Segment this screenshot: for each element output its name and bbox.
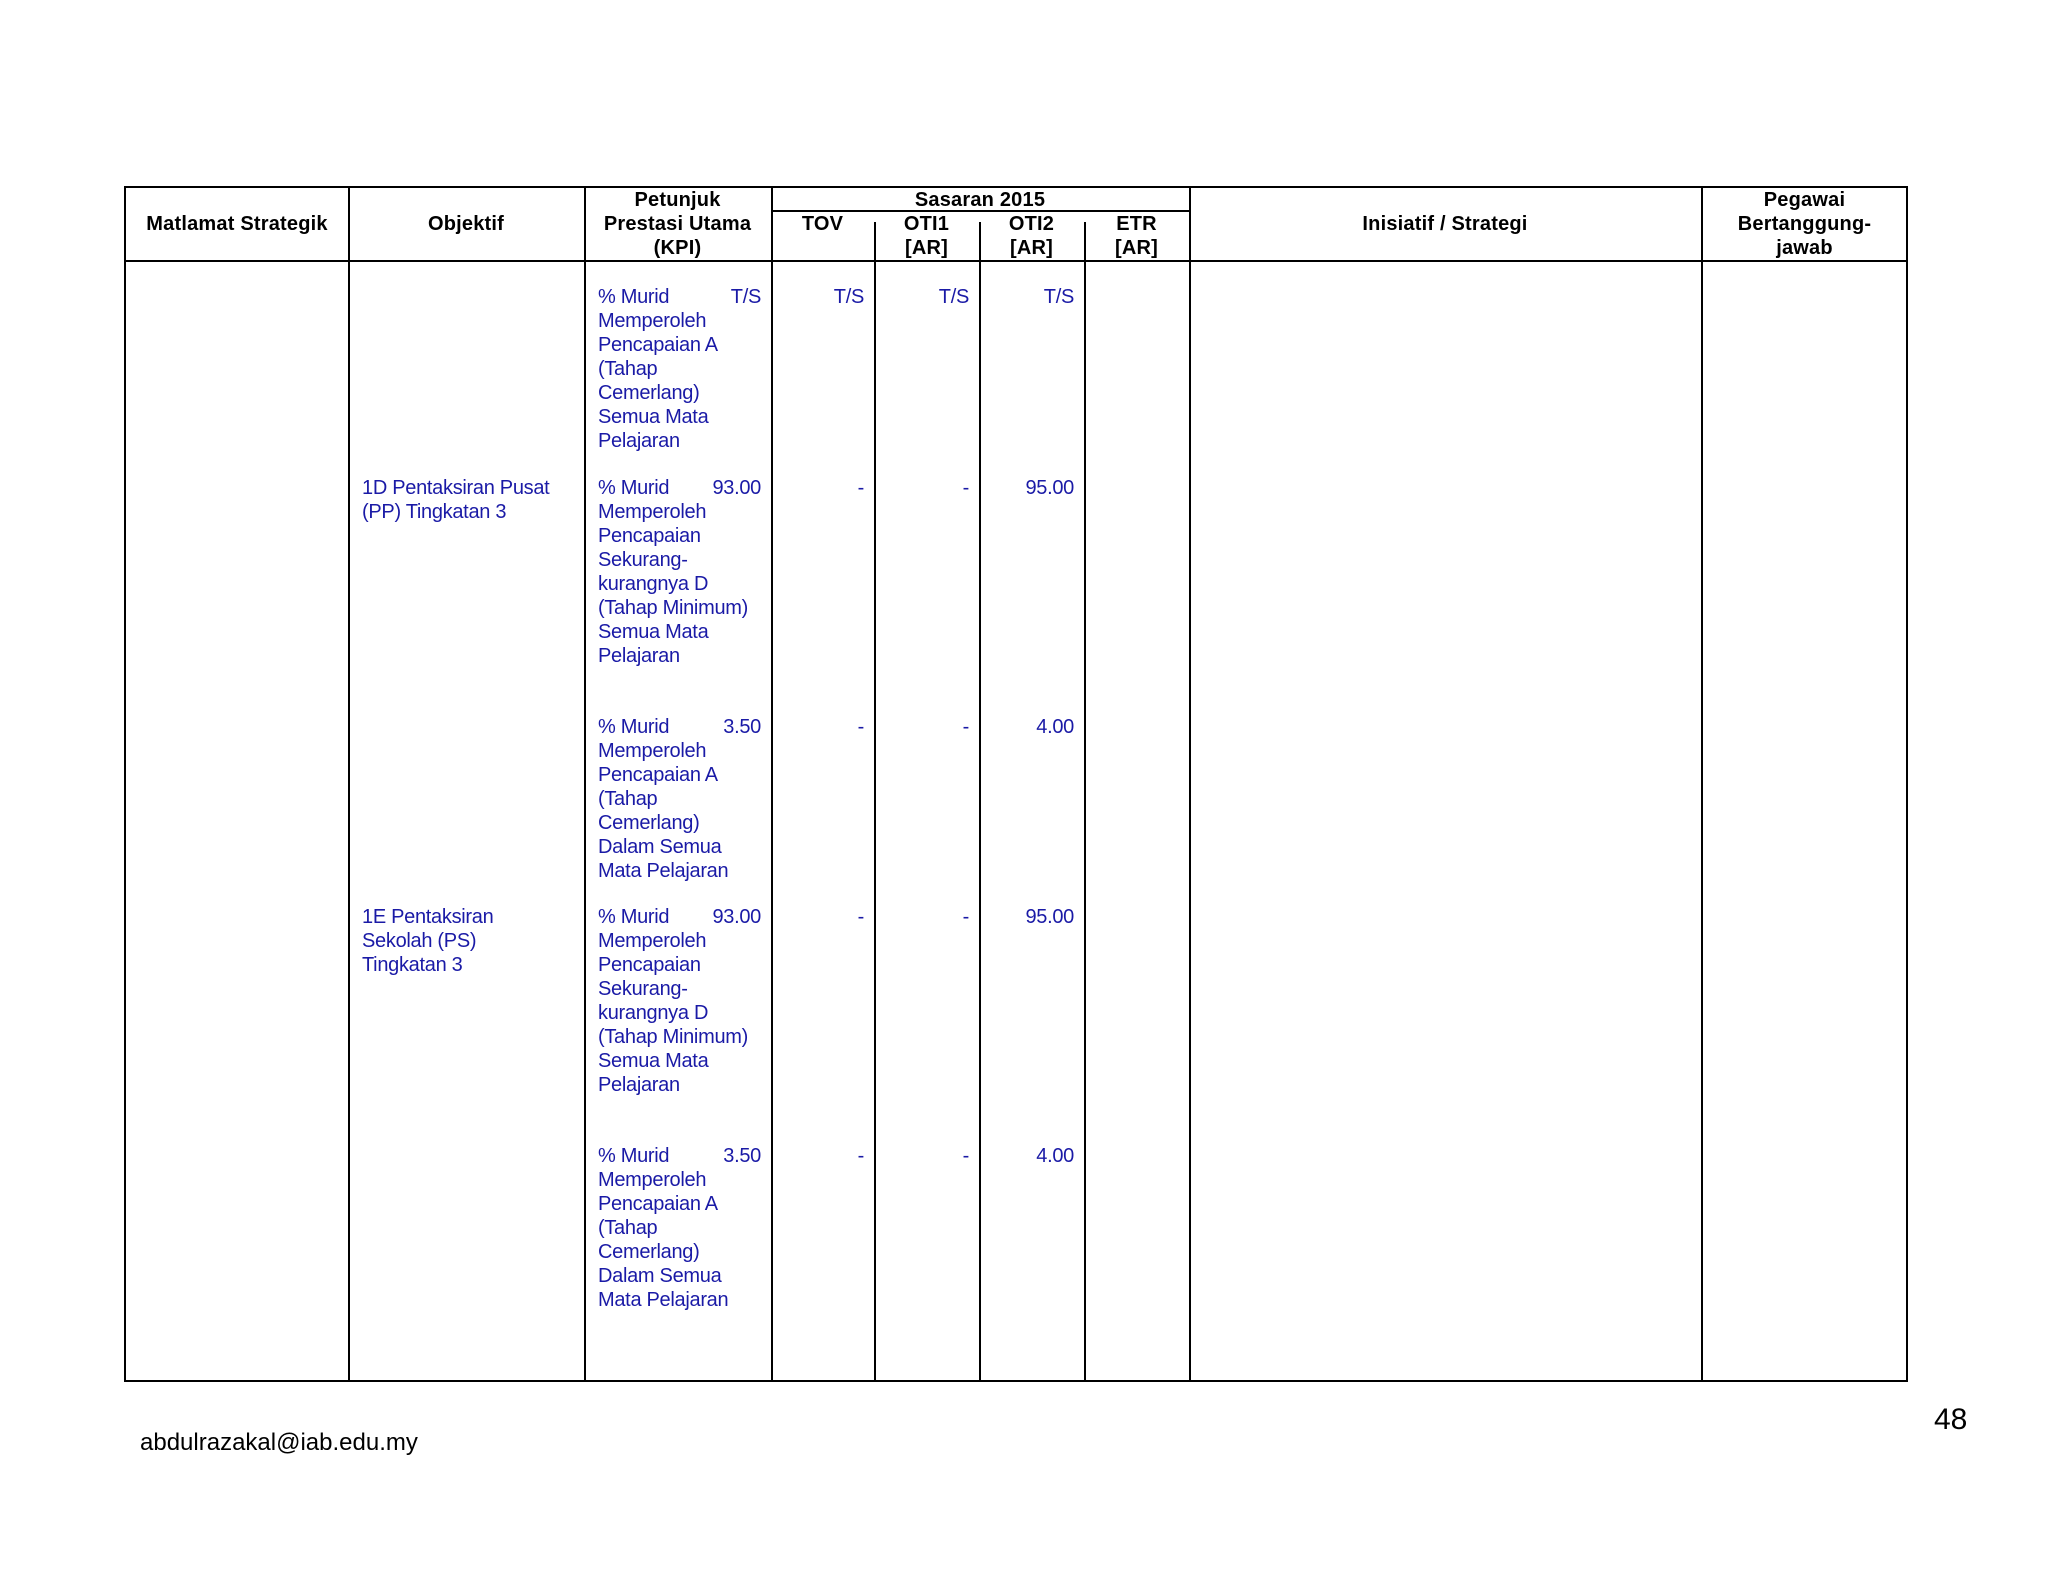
header-etr [1084,212,1189,260]
table-row-kpi: % Murid Memperoleh Pencapaian Sekurang-kurangnya D (Tahap Minimum) Semua Mata Pelajaran [598,906,748,1096]
header-pegawai-line1: Pegawai [1763,189,1846,211]
table-row-etr: 95.00 [1025,477,1074,499]
column-divider [874,222,876,1380]
header-sasaran: Sasaran 2015 [914,189,1046,211]
table-row-tov: 93.00 [712,477,761,499]
table-row-tov: 3.50 [723,716,761,738]
header-matlamat: Matlamat Strategik [146,213,328,235]
table-row-kpi: % Murid Memperoleh Pencapaian A (Tahap Cemerlang) Dalam Semua Mata Pelajaran [598,716,729,882]
table-row-oti2: - [962,1145,969,1167]
header-pegawai [1701,188,1908,260]
column-divider [1701,188,1703,1380]
header-kpi-line2: Prestasi Utama [603,213,752,235]
table-row-oti1: - [857,1145,864,1167]
header-divider [126,260,1908,262]
header-oti2-line1: OTI2 [1008,213,1055,235]
table-row-oti1: T/S [833,286,864,308]
header-oti1 [874,212,979,260]
table-row-kpi: % Murid Memperoleh Pencapaian A (Tahap Cemerlang) Dalam Semua Mata Pelajaran [598,1145,729,1311]
column-divider [979,222,981,1380]
strategic-plan-table [124,186,1908,1382]
header-tov: TOV [801,213,844,235]
table-row-kpi: % Murid Memperoleh Pencapaian Sekurang-kurangnya D (Tahap Minimum) Semua Mata Pelajaran [598,477,748,667]
table-row-kpi: % Murid Memperoleh Pencapaian A (Tahap Cemerlang) Semua Mata Pelajaran [598,286,717,452]
page-number: 48 [1934,1403,1968,1436]
table-row-oti1: - [857,716,864,738]
header-oti2-line2: [AR] [1009,237,1053,259]
header-oti1-line1: OTI1 [903,213,950,235]
table-row-oti2: - [962,477,969,499]
table-row-oti2: T/S [938,286,969,308]
header-pegawai-line2: Bertanggung- [1737,213,1872,235]
table-row-oti1: - [857,477,864,499]
table-row-tov: 93.00 [712,906,761,928]
header-objektif: Objektif [427,213,505,235]
header-oti1-line2: [AR] [904,237,948,259]
header-etr-line2: [AR] [1114,237,1158,259]
table-row-tov: 3.50 [723,1145,761,1167]
header-inisiatif: Inisiatif / Strategi [1362,213,1528,235]
footer-email: abdulrazakal@iab.edu.my [140,1429,418,1456]
table-row-etr: T/S [1043,286,1074,308]
header-kpi-line1: Petunjuk [634,189,721,211]
header-pegawai-line3: jawab [1776,237,1833,259]
column-divider [1189,188,1191,1380]
header-kpi-line3: (KPI) [653,237,702,259]
column-divider [1084,222,1086,1380]
table-row-oti1: - [857,906,864,928]
table-row-etr: 95.00 [1025,906,1074,928]
header-kpi [584,188,771,260]
table-row-objektif: 1E Pentaksiran Sekolah (PS) Tingkatan 3 [362,906,494,976]
header-oti2 [979,212,1084,260]
table-row-objektif: 1D Pentaksiran Pusat (PP) Tingkatan 3 [362,477,550,523]
table-row-tov: T/S [730,286,761,308]
column-divider [348,188,350,1380]
column-divider [584,188,586,1380]
table-row-etr: 4.00 [1036,716,1074,738]
table-row-etr: 4.00 [1036,1145,1074,1167]
table-row-oti2: - [962,716,969,738]
header-etr-line1: ETR [1116,213,1157,235]
column-divider [771,188,773,1380]
table-row-oti2: - [962,906,969,928]
